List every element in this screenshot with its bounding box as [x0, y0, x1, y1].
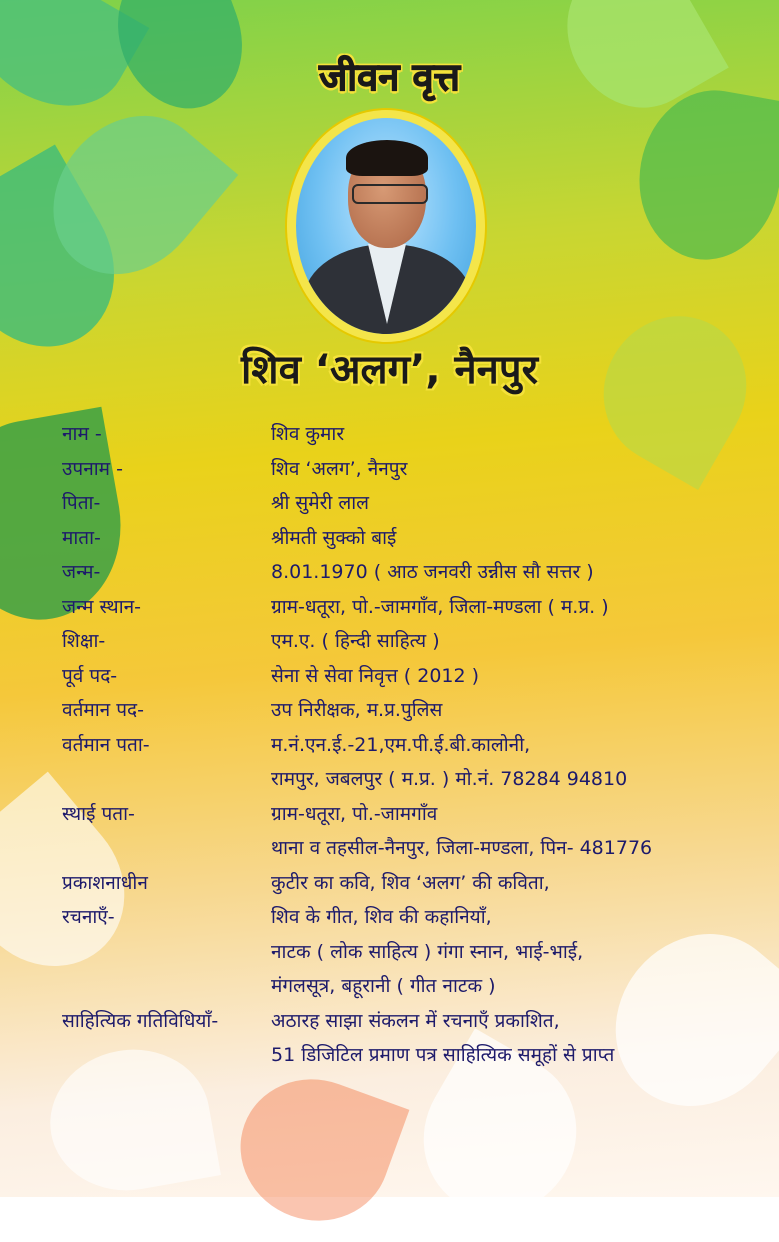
page-title: जीवन वृत्त	[319, 55, 460, 99]
detail-row	[62, 524, 752, 559]
detail-value: मंगलसूत्र, बहूरानी ( गीत नाटक )	[271, 975, 496, 997]
detail-value: शिव के गीत, शिव की कहानियाँ,	[271, 906, 492, 928]
detail-value: श्रीमती सुक्को बाई	[271, 526, 397, 549]
detail-row	[62, 420, 752, 455]
detail-row	[62, 558, 752, 593]
detail-value: श्री सुमेरी लाल	[271, 492, 370, 514]
detail-row	[62, 834, 752, 869]
detail-value: कुटीर का कवि, शिव ‘अलग’ की कविता,	[271, 871, 550, 894]
detail-row	[62, 696, 752, 731]
detail-value: शिव कुमार	[271, 423, 345, 445]
detail-label: प्रकाशनाधीन	[62, 871, 148, 894]
detail-row	[62, 938, 752, 973]
detail-value: ग्राम-धतूरा, पो.-जामगाँव, जिला-मण्डला ( म.प्र. )	[271, 595, 609, 618]
detail-row	[62, 800, 752, 835]
detail-label: पिता-	[62, 492, 101, 514]
detail-label: शिक्षा-	[62, 630, 106, 652]
detail-value: 8.01.1970 ( आठ जनवरी उन्नीस सौ सत्तर )	[271, 561, 594, 583]
detail-value: थाना व तहसील-नैनपुर, जिला-मण्डला, पिन- 481776	[271, 837, 653, 859]
portrait-photo	[296, 118, 476, 334]
detail-row	[62, 1007, 752, 1042]
detail-label: वर्तमान पता-	[62, 733, 150, 756]
detail-value: 51 डिजिटिल प्रमाण पत्र साहित्यिक समूहों से प्राप्त	[271, 1044, 615, 1066]
detail-value: अठारह साझा संकलन में रचनाएँ प्रकाशित,	[271, 1009, 560, 1032]
detail-row	[62, 455, 752, 490]
detail-value: रामपुर, जबलपुर ( म.प्र. ) मो.नं. 78284 94810	[271, 768, 628, 790]
detail-label: पूर्व पद-	[62, 664, 118, 687]
detail-label: वर्तमान पद-	[62, 699, 144, 721]
detail-value: म.नं.एन.ई.-21,एम.पी.ई.बी.कालोनी,	[271, 733, 531, 756]
detail-row	[62, 972, 752, 1007]
detail-value: शिव ‘अलग’, नैनपुर	[271, 457, 408, 480]
detail-row	[62, 765, 752, 800]
portrait-hair	[346, 140, 428, 176]
detail-row	[62, 1041, 752, 1076]
detail-value: नाटक ( लोक साहित्य ) गंगा स्नान, भाई-भाई,	[271, 940, 584, 963]
details-list	[62, 420, 752, 1076]
detail-label: जन्म स्थान-	[62, 595, 142, 618]
detail-label: स्थाई पता-	[62, 802, 135, 825]
detail-row	[62, 489, 752, 524]
detail-row	[62, 903, 752, 938]
detail-label: जन्म-	[62, 561, 101, 583]
detail-row	[62, 627, 752, 662]
detail-label: माता-	[62, 526, 101, 549]
detail-label: नाम -	[62, 423, 102, 445]
detail-value: एम.ए. ( हिन्दी साहित्य )	[271, 630, 440, 652]
detail-label: रचनाएँ-	[62, 906, 115, 928]
detail-value: सेना से सेवा निवृत्त ( 2012 )	[271, 664, 480, 687]
detail-value: ग्राम-धतूरा, पो.-जामगाँव	[271, 802, 438, 825]
detail-row	[62, 662, 752, 697]
detail-label: साहित्यिक गतिविधियाँ-	[62, 1009, 219, 1032]
detail-row	[62, 731, 752, 766]
detail-row	[62, 593, 752, 628]
glasses-icon	[352, 184, 428, 204]
name-heading: शिव ‘अलग’, नैनपुर	[241, 347, 538, 393]
detail-row	[62, 869, 752, 904]
detail-label: उपनाम -	[62, 457, 123, 480]
detail-value: उप निरीक्षक, म.प्र.पुलिस	[271, 699, 443, 721]
